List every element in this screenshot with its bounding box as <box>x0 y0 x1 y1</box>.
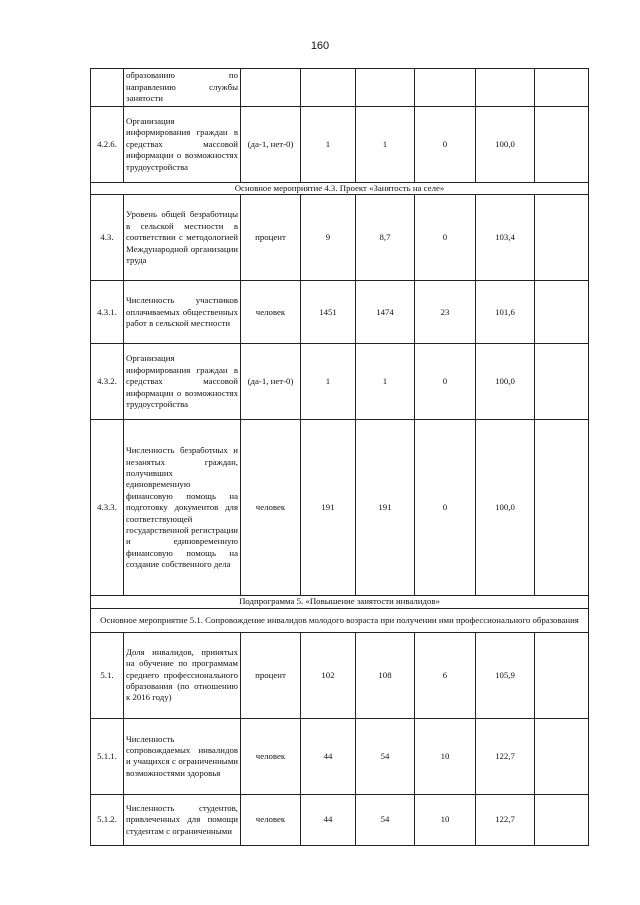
indicator-name: Численность студентов, привлеченных для помощи студентам с ограниченными <box>124 794 241 845</box>
note-cell <box>535 107 589 183</box>
table-row <box>91 632 589 718</box>
table-row <box>91 718 589 794</box>
note-cell <box>535 344 589 420</box>
planned-value: 1451 <box>301 281 356 344</box>
actual-value: 191 <box>356 420 415 596</box>
row-number: 4.3.2. <box>91 344 124 420</box>
section-header-row <box>91 596 589 608</box>
unit-of-measure <box>241 69 301 107</box>
completion-percent: 122,7 <box>476 718 535 794</box>
row-number: 4.2.6. <box>91 107 124 183</box>
indicator-name: Уровень общей безработицы в сельской местности в соответствии с методологией Международной организации труда <box>124 195 241 281</box>
deviation-value: 6 <box>415 632 476 718</box>
deviation-value: 0 <box>415 420 476 596</box>
deviation-value: 23 <box>415 281 476 344</box>
table-row <box>91 794 589 845</box>
actual-value: 108 <box>356 632 415 718</box>
completion-percent: 100,0 <box>476 107 535 183</box>
indicator-name: Доля инвалидов, принятых на обучение по программам среднего профессионального образования (по отношению к 2016 году) <box>124 632 241 718</box>
planned-value: 44 <box>301 794 356 845</box>
row-number: 4.3. <box>91 195 124 281</box>
planned-value <box>301 69 356 107</box>
section-header-row <box>91 608 589 632</box>
note-cell <box>535 69 589 107</box>
section-title: Основное мероприятие 5.1. Сопровождение инвалидов молодого возраста при получении ими профессионального образования <box>91 608 589 632</box>
deviation-value: 0 <box>415 344 476 420</box>
unit-of-measure: процент <box>241 195 301 281</box>
indicator-name: Численность сопровождаемых инвалидов и учащихся с ограниченными возможностями здоровья <box>124 718 241 794</box>
unit-of-measure: человек <box>241 420 301 596</box>
actual-value <box>356 69 415 107</box>
actual-value: 54 <box>356 794 415 845</box>
indicator-name: Численность безработных и незанятых граждан, получивших единовременную финансовую помощь на подготовку документов для соответствующей государственной регистрации и единовременную финансовую помощь на создание собственного дела <box>124 420 241 596</box>
note-cell <box>535 195 589 281</box>
deviation-value <box>415 69 476 107</box>
unit-of-measure: человек <box>241 718 301 794</box>
row-number: 4.3.3. <box>91 420 124 596</box>
unit-of-measure: процент <box>241 632 301 718</box>
completion-percent: 101,6 <box>476 281 535 344</box>
row-number: 5.1.2. <box>91 794 124 845</box>
page-number: 160 <box>310 40 330 52</box>
completion-percent: 122,7 <box>476 794 535 845</box>
planned-value: 9 <box>301 195 356 281</box>
actual-value: 8,7 <box>356 195 415 281</box>
row-number <box>91 69 124 107</box>
section-header-row <box>91 183 589 195</box>
unit-of-measure: человек <box>241 794 301 845</box>
deviation-value: 0 <box>415 195 476 281</box>
note-cell <box>535 420 589 596</box>
planned-value: 1 <box>301 344 356 420</box>
indicators-table-body <box>91 69 589 846</box>
section-title: Подпрограмма 5. «Повышение занятости инвалидов» <box>91 596 589 608</box>
planned-value: 44 <box>301 718 356 794</box>
table-row <box>91 281 589 344</box>
actual-value: 54 <box>356 718 415 794</box>
indicator-name: Организация информирования граждан в средствах массовой информации о возможностях трудоустройства <box>124 107 241 183</box>
table-row <box>91 195 589 281</box>
planned-value: 102 <box>301 632 356 718</box>
deviation-value: 10 <box>415 794 476 845</box>
deviation-value: 10 <box>415 718 476 794</box>
indicator-name: Организация информирования граждан в средствах массовой информации о возможностях трудоустройства <box>124 344 241 420</box>
completion-percent: 100,0 <box>476 344 535 420</box>
completion-percent: 105,9 <box>476 632 535 718</box>
deviation-value: 0 <box>415 107 476 183</box>
table-row <box>91 107 589 183</box>
actual-value: 1 <box>356 107 415 183</box>
actual-value: 1 <box>356 344 415 420</box>
row-number: 4.3.1. <box>91 281 124 344</box>
completion-percent <box>476 69 535 107</box>
indicator-name: образованию по направлению службы занятости <box>124 69 241 107</box>
note-cell <box>535 281 589 344</box>
section-title: Основное мероприятие 4.3. Проект «Занятость на селе» <box>91 183 589 195</box>
planned-value: 191 <box>301 420 356 596</box>
note-cell <box>535 718 589 794</box>
note-cell <box>535 794 589 845</box>
planned-value: 1 <box>301 107 356 183</box>
table-row <box>91 69 589 107</box>
indicator-name: Численность участников оплачиваемых общественных работ в сельской местности <box>124 281 241 344</box>
actual-value: 1474 <box>356 281 415 344</box>
unit-of-measure: (да-1, нет-0) <box>241 344 301 420</box>
row-number: 5.1. <box>91 632 124 718</box>
unit-of-measure: человек <box>241 281 301 344</box>
completion-percent: 103,4 <box>476 195 535 281</box>
table-row <box>91 420 589 596</box>
completion-percent: 100,0 <box>476 420 535 596</box>
note-cell <box>535 632 589 718</box>
table-row <box>91 344 589 420</box>
unit-of-measure: (да-1, нет-0) <box>241 107 301 183</box>
indicators-table <box>90 68 589 846</box>
row-number: 5.1.1. <box>91 718 124 794</box>
